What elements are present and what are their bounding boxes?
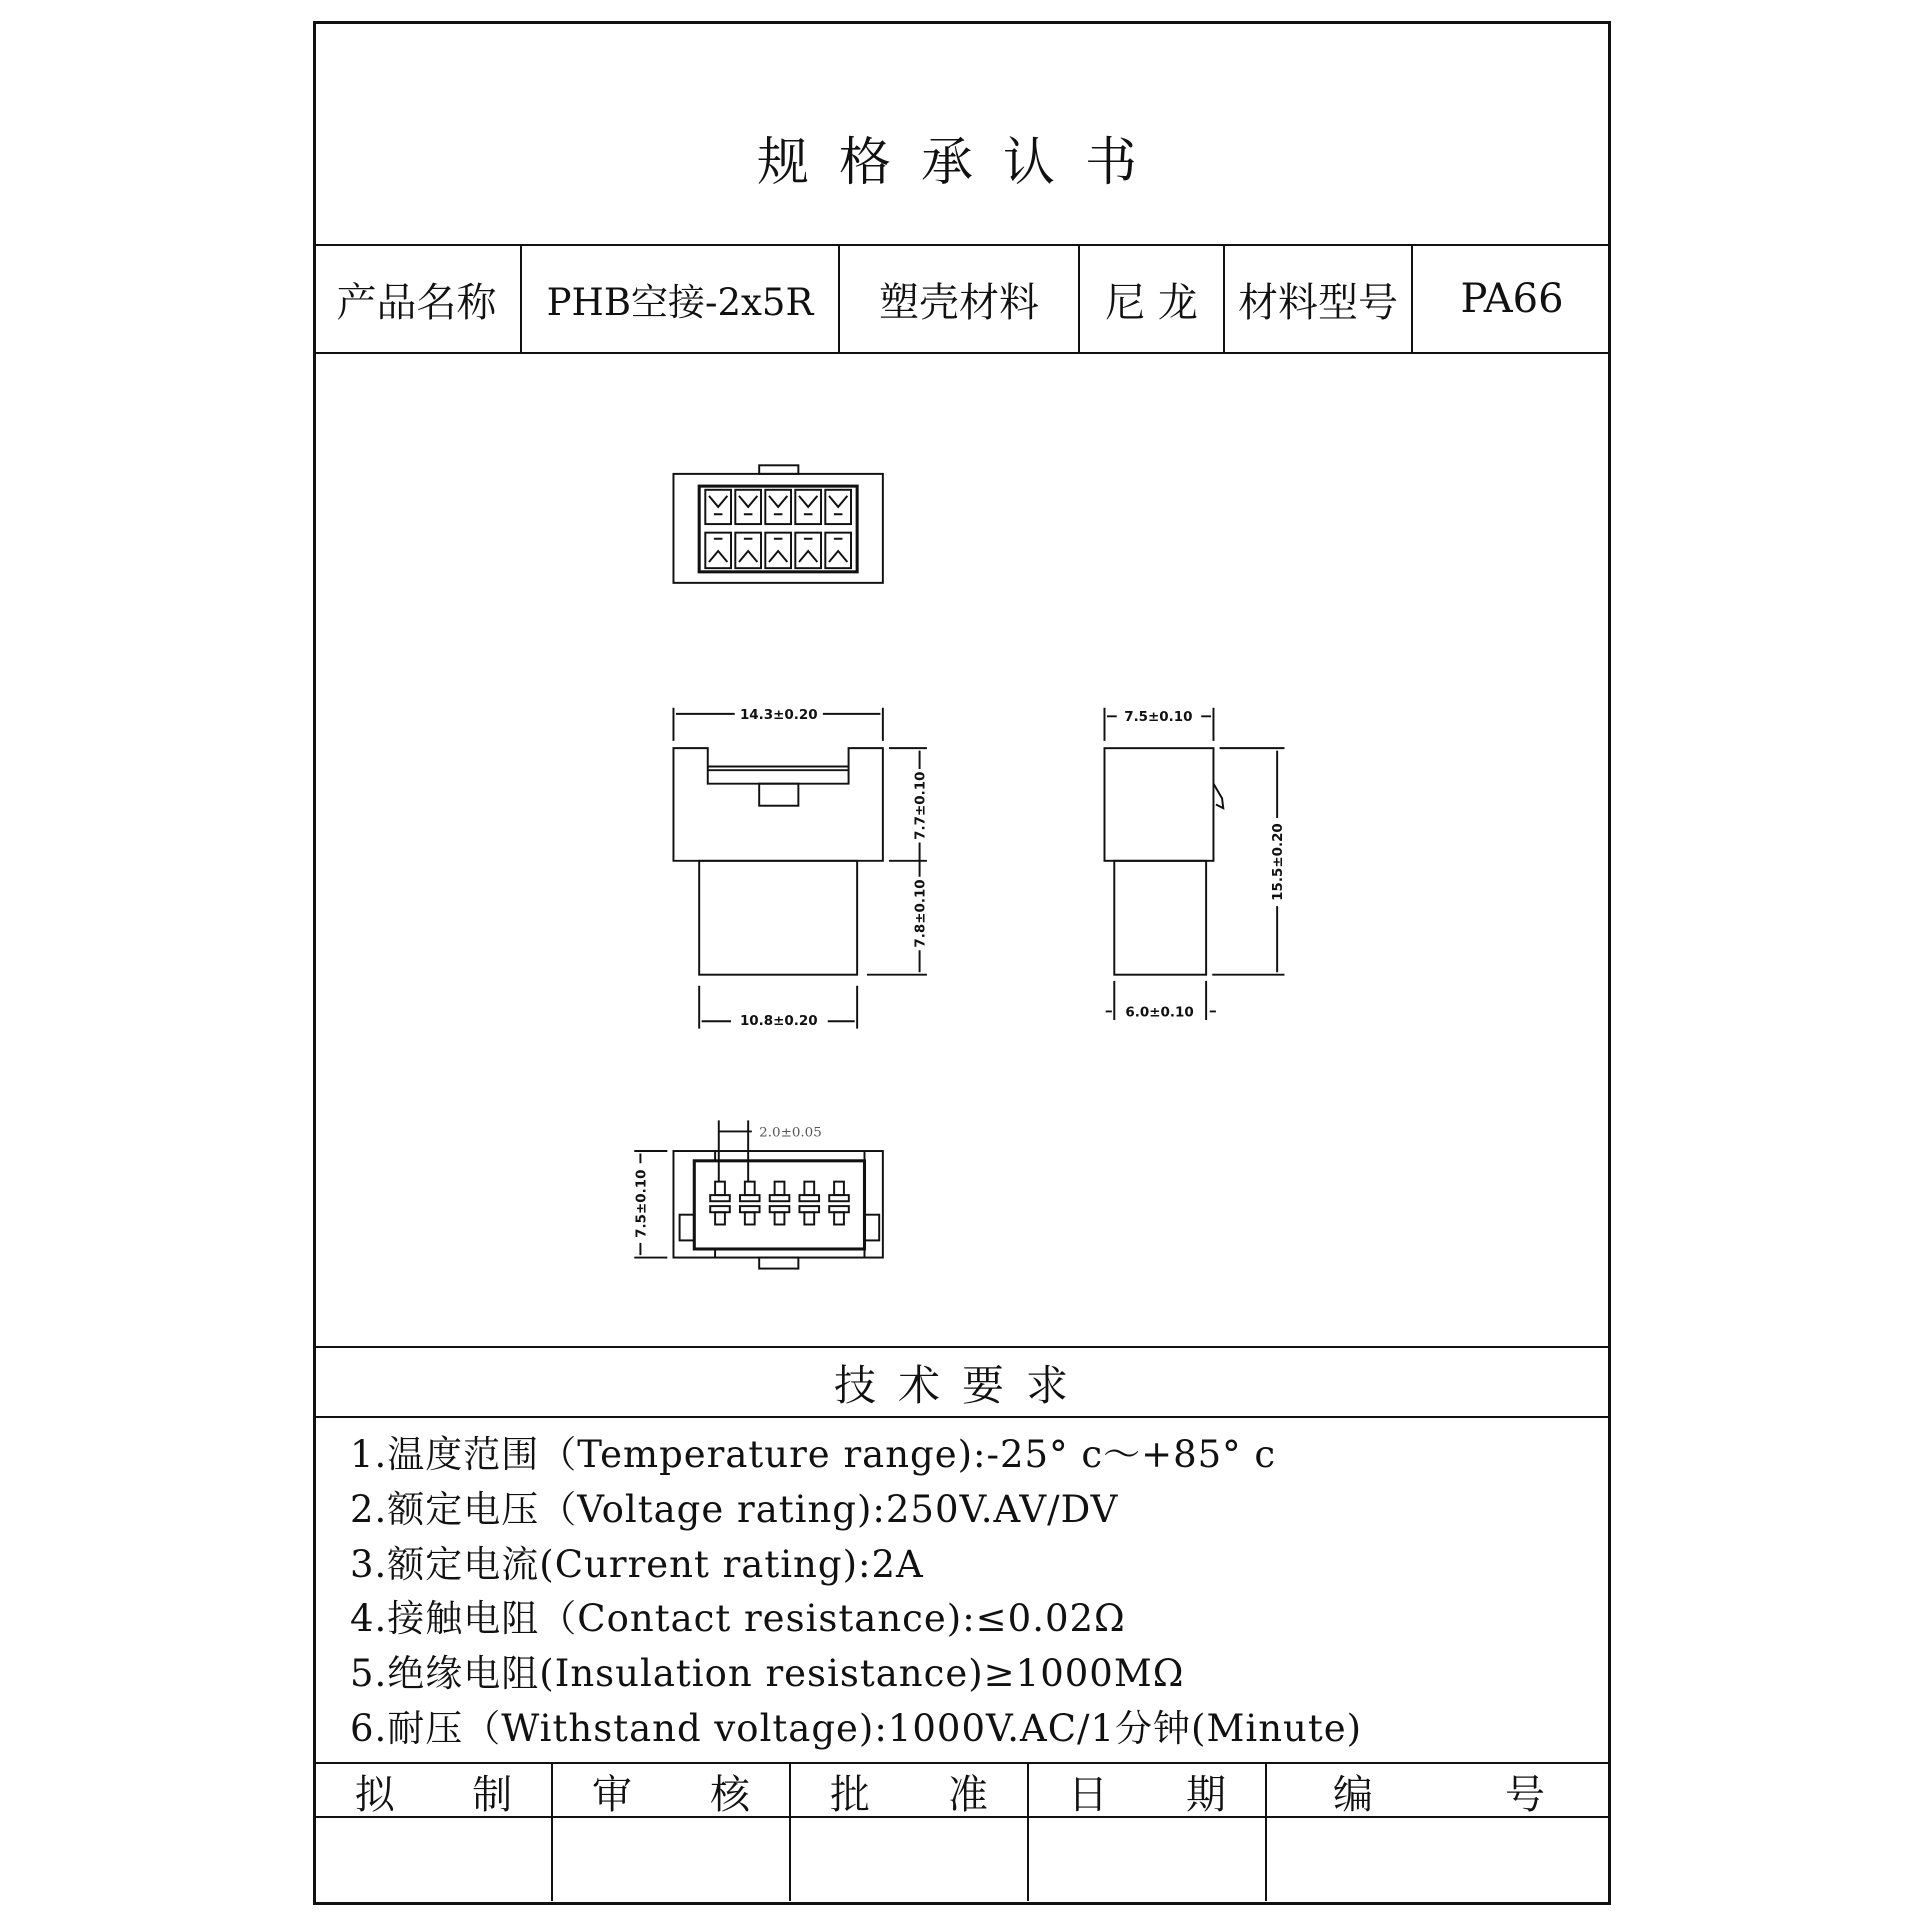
contact-cavity-detail [829,539,847,562]
dim-front-upper-height: 7.7±0.10 [913,771,929,840]
material-model-label: 材料型号 [1238,279,1398,326]
divider [313,1346,1611,1348]
tech-requirements-heading: 技术要求 [833,1361,1090,1410]
dim-bottom-height: 7.5±0.10 [634,1169,650,1238]
divider [313,1416,1611,1418]
pin [715,1182,725,1195]
pin [745,1212,755,1224]
signoff-date-label [1029,1765,1265,1817]
product-name-label: 产品名称 [336,279,497,326]
pin [829,1195,849,1201]
contact-cavity-detail [739,496,757,514]
char: 期 [1186,1771,1226,1818]
tech-item: 4.接触电阻（Contact resistance):≤0.02Ω [350,1597,1126,1640]
document-title: 规格承认书 [756,133,1167,193]
char: 批 [830,1771,870,1818]
pin [804,1182,814,1195]
contact-cavity-detail [829,496,847,514]
pin [775,1182,785,1195]
char: 编 [1333,1771,1373,1818]
char: 核 [710,1771,750,1818]
dim-front-bottom-width: 10.8±0.20 [739,1013,818,1029]
dim-bottom-pitch: 2.0±0.05 [759,1125,822,1141]
dim-side-bottom-width: 6.0±0.10 [1125,1005,1194,1021]
signoff-approved-label [791,1765,1027,1817]
top-view [673,465,882,583]
pin [710,1195,730,1201]
tech-item: 3.额定电流(Current rating):2A [350,1543,924,1586]
dim-side-top-width: 7.5±0.10 [1124,710,1193,726]
char: 拟 [354,1771,395,1818]
tech-item: 2.额定电压（Voltage rating):250V.AV/DV [350,1488,1119,1531]
contact-cavity-detail [769,496,787,514]
char: 号 [1505,1771,1545,1818]
char: 审 [592,1771,632,1818]
pin [775,1212,785,1224]
front-view [673,708,929,1029]
dim-front-top-width: 14.3±0.20 [739,707,818,723]
dim-front-lower-height: 7.8±0.10 [913,879,929,948]
signoff-drafted-label [316,1765,551,1817]
contact-cavity-detail [799,539,817,562]
pin [834,1212,844,1224]
tech-item: 1.温度范围（Temperature range):-25° c～+85° c [350,1433,1277,1476]
contact-cavity-detail [769,539,787,562]
pin [740,1195,760,1201]
bottom-view [634,1120,883,1268]
signoff-number-label [1267,1765,1611,1817]
pin [770,1195,790,1201]
signoff-reviewed-label [553,1765,789,1817]
side-view [1104,708,1287,1020]
shell-material-value: 尼 龙 [1105,279,1198,326]
tech-item: 6.耐压（Withstand voltage):1000V.AC/1分钟(Minute) [350,1707,1363,1750]
dim-side-total-height: 15.5±0.20 [1271,823,1287,901]
contact-cavity-detail [709,539,727,562]
pin [745,1182,755,1195]
pin [834,1182,844,1195]
pin [715,1212,725,1224]
product-name-value: PHB空接-2x5R [546,281,814,324]
contact-cavity-detail [709,496,727,514]
tech-item: 5.绝缘电阻(Insulation resistance)≥1000MΩ [350,1652,1185,1695]
char: 制 [472,1771,513,1818]
contact-cavity-detail [739,539,757,562]
contact-cavity-detail [799,496,817,514]
pin [804,1212,814,1224]
char: 准 [948,1771,988,1818]
char: 日 [1068,1771,1108,1818]
pin [799,1195,819,1201]
shell-material-label: 塑壳材料 [879,279,1039,326]
material-model-value: PA66 [1460,276,1564,322]
